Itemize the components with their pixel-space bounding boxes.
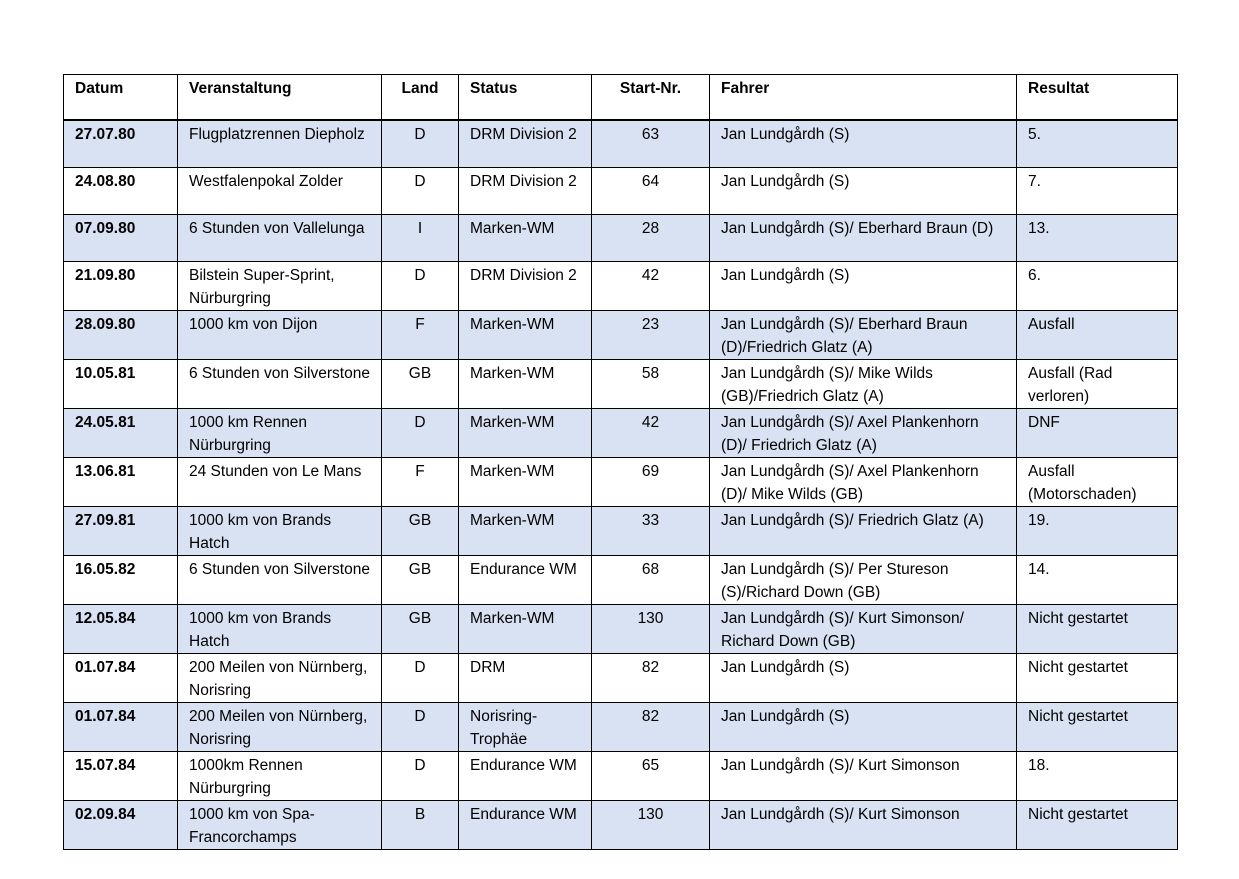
cell-fahrer: Jan Lundgårdh (S)/ Kurt Simonson: [710, 752, 1017, 801]
cell-veranstaltung: 1000km Rennen Nürburgring: [178, 752, 382, 801]
cell-start-nr: 68: [592, 556, 710, 605]
table-row: [64, 654, 1178, 703]
table-row: [64, 507, 1178, 556]
cell-datum: 15.07.84: [64, 752, 178, 801]
cell-veranstaltung: 6 Stunden von Silverstone: [178, 360, 382, 409]
cell-start-nr: 130: [592, 605, 710, 654]
table-row: [64, 409, 1178, 458]
table-row: [64, 801, 1178, 850]
cell-resultat: Nicht gestartet: [1017, 605, 1178, 654]
cell-land: GB: [382, 507, 459, 556]
cell-veranstaltung: 200 Meilen von Nürnberg, Norisring: [178, 703, 382, 752]
table-row: [64, 703, 1178, 752]
cell-start-nr: 42: [592, 409, 710, 458]
cell-datum: 10.05.81: [64, 360, 178, 409]
cell-status: Marken-WM: [459, 409, 592, 458]
table-row: [64, 458, 1178, 507]
cell-land: D: [382, 120, 459, 168]
cell-status: Marken-WM: [459, 215, 592, 262]
cell-veranstaltung: 1000 km von Brands Hatch: [178, 605, 382, 654]
cell-datum: 01.07.84: [64, 703, 178, 752]
cell-status: DRM Division 2: [459, 120, 592, 168]
cell-fahrer: Jan Lundgårdh (S): [710, 654, 1017, 703]
cell-start-nr: 42: [592, 262, 710, 311]
table-row: [64, 168, 1178, 215]
cell-datum: 13.06.81: [64, 458, 178, 507]
cell-datum: 01.07.84: [64, 654, 178, 703]
cell-datum: 28.09.80: [64, 311, 178, 360]
header-start-nr: Start-Nr.: [592, 75, 710, 121]
race-results-table: [63, 74, 1178, 850]
table-row: [64, 752, 1178, 801]
cell-resultat: 19.: [1017, 507, 1178, 556]
cell-resultat: Ausfall: [1017, 311, 1178, 360]
header-resultat: Resultat: [1017, 75, 1178, 121]
cell-land: GB: [382, 360, 459, 409]
cell-start-nr: 130: [592, 801, 710, 850]
cell-status: DRM Division 2: [459, 168, 592, 215]
cell-fahrer: Jan Lundgårdh (S)/ Kurt Simonson: [710, 801, 1017, 850]
cell-resultat: 13.: [1017, 215, 1178, 262]
cell-resultat: Nicht gestartet: [1017, 654, 1178, 703]
cell-land: I: [382, 215, 459, 262]
cell-status: Marken-WM: [459, 360, 592, 409]
cell-veranstaltung: 6 Stunden von Vallelunga: [178, 215, 382, 262]
cell-status: Endurance WM: [459, 752, 592, 801]
cell-datum: 16.05.82: [64, 556, 178, 605]
header-veranstaltung: Veranstaltung: [178, 75, 382, 121]
cell-start-nr: 69: [592, 458, 710, 507]
table-body: [64, 120, 1178, 850]
cell-datum: 12.05.84: [64, 605, 178, 654]
cell-land: D: [382, 752, 459, 801]
cell-start-nr: 63: [592, 120, 710, 168]
cell-status: Marken-WM: [459, 605, 592, 654]
cell-fahrer: Jan Lundgårdh (S): [710, 168, 1017, 215]
cell-resultat: 14.: [1017, 556, 1178, 605]
table-row: [64, 262, 1178, 311]
table-row: [64, 556, 1178, 605]
cell-land: GB: [382, 556, 459, 605]
cell-fahrer: Jan Lundgårdh (S)/ Eberhard Braun (D): [710, 215, 1017, 262]
header-status: Status: [459, 75, 592, 121]
cell-start-nr: 64: [592, 168, 710, 215]
cell-status: Norisring-Trophäe: [459, 703, 592, 752]
table-row: [64, 360, 1178, 409]
cell-datum: 24.08.80: [64, 168, 178, 215]
cell-land: B: [382, 801, 459, 850]
cell-datum: 27.07.80: [64, 120, 178, 168]
cell-fahrer: Jan Lundgårdh (S): [710, 262, 1017, 311]
cell-start-nr: 65: [592, 752, 710, 801]
cell-veranstaltung: 200 Meilen von Nürnberg, Norisring: [178, 654, 382, 703]
cell-start-nr: 82: [592, 703, 710, 752]
cell-datum: 24.05.81: [64, 409, 178, 458]
cell-veranstaltung: 1000 km von Brands Hatch: [178, 507, 382, 556]
cell-land: D: [382, 703, 459, 752]
header-datum: Datum: [64, 75, 178, 121]
cell-resultat: 7.: [1017, 168, 1178, 215]
cell-veranstaltung: 1000 km Rennen Nürburgring: [178, 409, 382, 458]
cell-datum: 07.09.80: [64, 215, 178, 262]
cell-fahrer: Jan Lundgårdh (S)/ Kurt Simonson/ Richard Down (GB): [710, 605, 1017, 654]
cell-land: D: [382, 409, 459, 458]
cell-resultat: DNF: [1017, 409, 1178, 458]
cell-resultat: 6.: [1017, 262, 1178, 311]
table-row: [64, 311, 1178, 360]
cell-resultat: Nicht gestartet: [1017, 801, 1178, 850]
cell-land: D: [382, 168, 459, 215]
cell-status: DRM Division 2: [459, 262, 592, 311]
cell-start-nr: 33: [592, 507, 710, 556]
cell-status: Marken-WM: [459, 458, 592, 507]
cell-land: F: [382, 311, 459, 360]
cell-resultat: Nicht gestartet: [1017, 703, 1178, 752]
cell-veranstaltung: 1000 km von Spa-Francorchamps: [178, 801, 382, 850]
cell-start-nr: 23: [592, 311, 710, 360]
cell-veranstaltung: 1000 km von Dijon: [178, 311, 382, 360]
header-fahrer: Fahrer: [710, 75, 1017, 121]
table-header-row: [64, 75, 1178, 121]
cell-status: Endurance WM: [459, 801, 592, 850]
table-row: [64, 120, 1178, 168]
cell-fahrer: Jan Lundgårdh (S)/ Axel Plankenhorn (D)/ Mike Wilds (GB): [710, 458, 1017, 507]
cell-start-nr: 82: [592, 654, 710, 703]
cell-veranstaltung: 24 Stunden von Le Mans: [178, 458, 382, 507]
cell-land: GB: [382, 605, 459, 654]
cell-fahrer: Jan Lundgårdh (S)/ Mike Wilds (GB)/Friedrich Glatz (A): [710, 360, 1017, 409]
cell-veranstaltung: Flugplatzrennen Diepholz: [178, 120, 382, 168]
cell-veranstaltung: Bilstein Super-Sprint, Nürburgring: [178, 262, 382, 311]
cell-land: D: [382, 654, 459, 703]
cell-land: F: [382, 458, 459, 507]
cell-resultat: 5.: [1017, 120, 1178, 168]
cell-datum: 21.09.80: [64, 262, 178, 311]
cell-fahrer: Jan Lundgårdh (S)/ Friedrich Glatz (A): [710, 507, 1017, 556]
cell-resultat: Ausfall (Motorschaden): [1017, 458, 1178, 507]
cell-land: D: [382, 262, 459, 311]
cell-fahrer: Jan Lundgårdh (S)/ Per Stureson (S)/Richard Down (GB): [710, 556, 1017, 605]
cell-fahrer: Jan Lundgårdh (S)/ Axel Plankenhorn (D)/ Friedrich Glatz (A): [710, 409, 1017, 458]
cell-resultat: Ausfall (Rad verloren): [1017, 360, 1178, 409]
cell-fahrer: Jan Lundgårdh (S): [710, 120, 1017, 168]
cell-status: Marken-WM: [459, 311, 592, 360]
table-row: [64, 605, 1178, 654]
cell-fahrer: Jan Lundgårdh (S): [710, 703, 1017, 752]
cell-start-nr: 58: [592, 360, 710, 409]
cell-status: DRM: [459, 654, 592, 703]
cell-datum: 02.09.84: [64, 801, 178, 850]
cell-fahrer: Jan Lundgårdh (S)/ Eberhard Braun (D)/Friedrich Glatz (A): [710, 311, 1017, 360]
cell-veranstaltung: 6 Stunden von Silverstone: [178, 556, 382, 605]
cell-resultat: 18.: [1017, 752, 1178, 801]
cell-status: Endurance WM: [459, 556, 592, 605]
header-land: Land: [382, 75, 459, 121]
cell-status: Marken-WM: [459, 507, 592, 556]
cell-start-nr: 28: [592, 215, 710, 262]
cell-datum: 27.09.81: [64, 507, 178, 556]
table-row: [64, 215, 1178, 262]
cell-veranstaltung: Westfalenpokal Zolder: [178, 168, 382, 215]
